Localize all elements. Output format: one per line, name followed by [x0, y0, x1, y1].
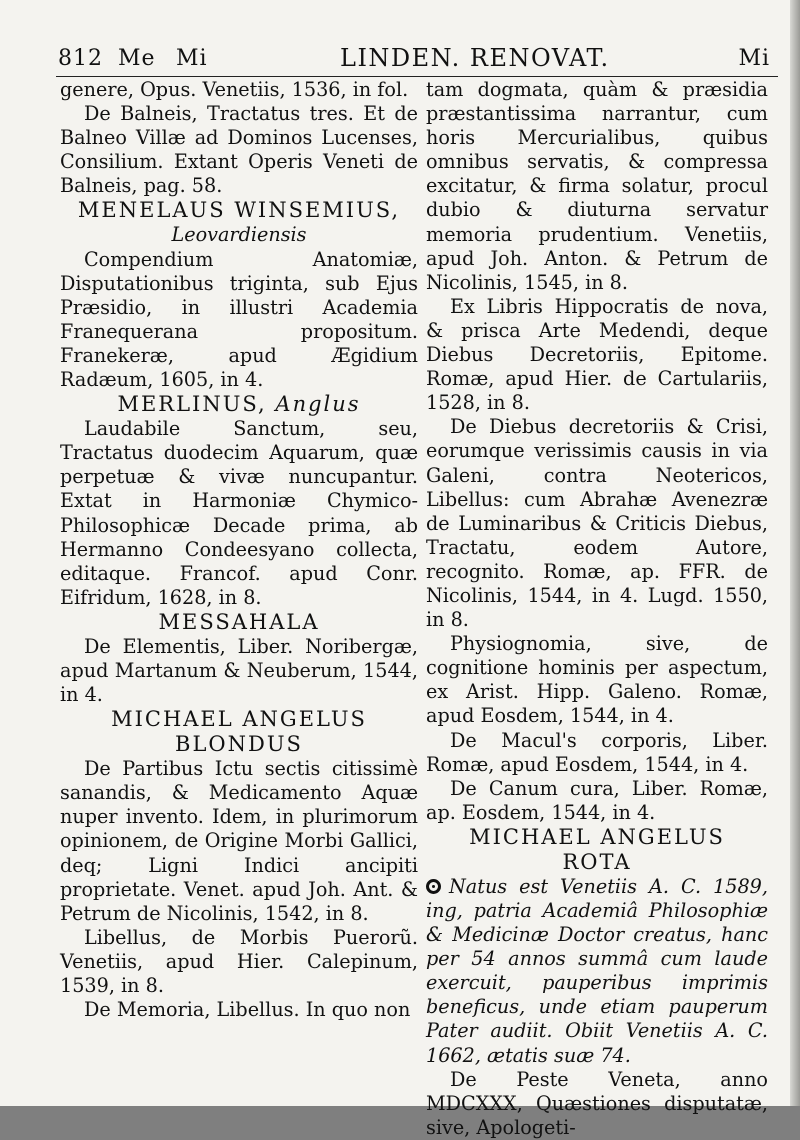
page-number: 812: [58, 46, 103, 71]
entry-de-peste-veneta: De Peste Veneta, anno MDCXXX, Quæstiones disputatæ, sive, Apologeti-: [426, 1067, 768, 1139]
entry-de-memoria: De Memoria, Libellus. In quo non: [84, 998, 411, 1022]
catchword-left-1: Me: [118, 46, 156, 71]
biography-text: Natus est Venetiis A. C. 1589, ing, patria Academiâ Philosophiæ & Medicinæ Doctor creatus, hanc per 54 annos summâ cum laude exercuit, pauperibus imprimis beneficus, unde etiam pauperum Pater audiit. Obiit Venetiis A. C. 1662, ætatis suæ 74.: [426, 874, 768, 1067]
entry-de-elementis: De Elementis, Liber. Noribergæ, apud Martanum & Neuberum, 1544, in 4.: [60, 634, 418, 707]
author-biography-rota: [426, 875, 768, 1068]
author-name-merlinus: MERLINUS,: [117, 392, 267, 417]
entry-compendium-anatomiae: Compendium Anatomiæ, Disputationibus triginta, sub Ejus Præsidio, in illustri Academia Franequerana propositum. Franekeræ, apud Ægidium Radæum, 1605, in 4.: [60, 247, 418, 392]
entry-libellus-puerorum: Libellus, de Morbis Puerorũ. Venetiis, apud Hier. Calepinum, 1539, in 8.: [60, 925, 418, 997]
author-heading-merlinus: [60, 392, 418, 417]
bio-marker-icon: [426, 879, 441, 894]
entry-de-balneis: De Balneis, Tractatus tres. Et de Balneo Villæ ad Dominos Lucenses, Consilium. Extant Operis Veneti de Balneis, pag. 58.: [60, 102, 418, 198]
left-column: [60, 78, 418, 1022]
entry-continuation: tam dogmata, quàm & præsidia præstantissima narrantur, cum horis Mercurialibus, quibus omnibus servatis, & compressa excitatur, & firma solatur, procul dubio & diuturna servatur memoria prudentium. Venetiis, apud Joh. Anton. & Petrum de Nicolinis, 1545, in 8.: [426, 78, 768, 294]
catchword-left-2: Mi: [176, 46, 208, 71]
author-heading-blondus-line2: BLONDUS: [175, 732, 303, 757]
entry-de-partibus: De Partibus Ictu sectis citissimè sanandis, & Medicamento Aquæ nuper invento. Idem, in plurimorum opinionem, de Origine Morbi Gallici, deq; Ligni Indici ancipiti proprietate. Venet. apud Joh. Ant. & Petrum de Nicolinis, 1542, in 8.: [60, 757, 418, 925]
author-heading-blondus-line1: MICHAEL ANGELUS: [111, 707, 367, 732]
author-heading-rota-line2: ROTA: [562, 849, 632, 874]
author-heading-menelaus: MENELAUS WINSEMIUS,: [77, 198, 401, 223]
entry-physiognomia: Physiognomia, sive, de cognitione hominis per aspectum, ex Arist. Hipp. Galeno. Romæ, apud Eosdem, 1544, in 4.: [426, 632, 768, 728]
entry-de-canum-cura: De Canum cura, Liber. Romæ, ap. Eosdem, 1544, in 4.: [426, 776, 768, 824]
entry-continuation: genere, Opus. Venetiis, 1536, in fol.: [60, 78, 409, 101]
right-column: [426, 78, 768, 1140]
entry-de-maculis: De Macul's corporis, Liber. Romæ, apud Eosdem, 1544, in 4.: [426, 728, 768, 776]
entry-ex-libris-hippocratis: Ex Libris Hippocratis de nova, & prisca Arte Medendi, deque Diebus Decretoriis, Epitome. Romæ, apud Hier. de Cartulariis, 1528, in 8.: [426, 294, 768, 415]
entry-de-diebus-decretoriis: De Diebus decretoriis & Crisi, eorumque verissimis causis in via Galeni, contra Neotericos, Libellus: cum Abrahæ Avenezræ de Luminaribus & Criticis Diebus, Tractatu, eodem Autore, recognito. Romæ, ap. FFR. de Nicolinis, 1544, in 4. Lugd. 1550, in 8.: [426, 415, 768, 632]
entry-laudabile-sanctum: Laudabile Sanctum, seu, Tractatus duodecim Aquarum, quæ perpetuæ & vivæ nuncupantur. Extat in Harmoniæ Chymico-Philosophicæ Decade prima, ab Hermanno Condeesyano collecta, editaque. Francof. apud Conr. Eifridum, 1628, in 8.: [60, 417, 418, 609]
running-title: LINDEN. RENOVAT.: [340, 44, 610, 72]
running-header: [58, 40, 770, 74]
author-origin-menelaus: Leovardiensis: [171, 223, 307, 247]
page-edge-shadow: [790, 0, 800, 1106]
header-rule: [56, 76, 778, 77]
author-origin-merlinus: Anglus: [275, 392, 361, 417]
catchword-right: Mi: [738, 46, 770, 71]
author-heading-messahala: MESSAHALA: [158, 609, 320, 634]
author-heading-rota-line1: MICHAEL ANGELUS: [469, 824, 725, 849]
